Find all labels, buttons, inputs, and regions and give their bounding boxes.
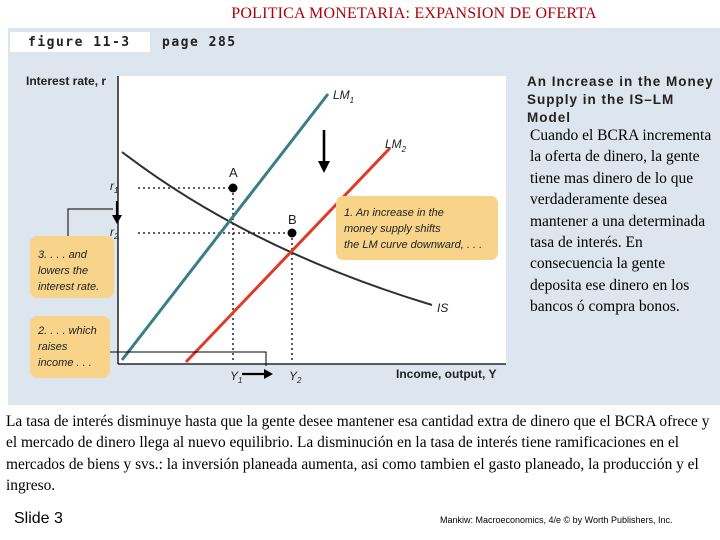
slide-title: POLITICA MONETARIA: EXPANSION DE OFERTA [231,5,597,22]
note3-line2: lowers the [38,265,89,277]
note3-connector [68,209,113,236]
y1-tick-label: $Y_1$ [230,369,243,385]
page-label: page 285 [162,35,237,50]
income-rise-arrow-head [264,369,273,379]
note3-line3: interest rate. [38,281,100,293]
note2-line3: income . . . [38,357,92,369]
point-a-label: A [229,165,238,180]
point-b-label: B [288,212,297,227]
slide-number: Slide 3 [14,510,63,527]
note3-line1: 3. . . . and [38,249,87,261]
lm1-label: $LM_1$ [333,88,355,105]
r1-tick-label: $r_1$ [110,179,119,195]
side-explanation: Cuando el BCRA incrementa la oferta de dinero, la gente tiene mas dinero de lo que verdaderamente desea mantener a una determinada tasa de interés. En consecuencia la gente deposita ese dinero en los bancos ó compra bonos. [530,127,712,316]
note1-line2: money supply shifts [344,223,441,235]
y2-tick-label: $Y_2$ [289,369,302,385]
bottom-explanation: La tasa de interés disminuye hasta que la gente desee mantener esa cantidad extra de dinero que el BCRA ofrece y el mercado de dinero llega al nuevo equilibrio. La disminución en la tasa de interés tiene ramificaciones en el mercados de biens y svs.: la inversión planeada aumenta, asi como tambien el gasto planeado, la producción y el ingreso. [0,405,720,501]
figure-heading: An Increase in the Money Supply in the IS–LM Model [527,74,714,125]
figure-label: figure 11-3 [28,35,131,50]
point-a-marker [229,184,238,193]
x-axis-label: Income, output, Y [396,367,497,381]
lm2-label: $LM_2$ [385,137,407,154]
is-label: IS [437,301,449,315]
credit-line: Mankiw: Macroeconomics, 4/e © by Worth Publishers, Inc. [440,515,673,525]
r2-tick-label: $r_2$ [110,225,119,241]
note2-line2: raises [38,341,68,353]
y-axis-label: Interest rate, r [26,74,107,88]
note1-line3: the LM curve downward, . . . [344,239,483,251]
note2-line1: 2. . . . which [38,325,97,337]
note1-line1: 1. An increase in the [344,207,444,219]
